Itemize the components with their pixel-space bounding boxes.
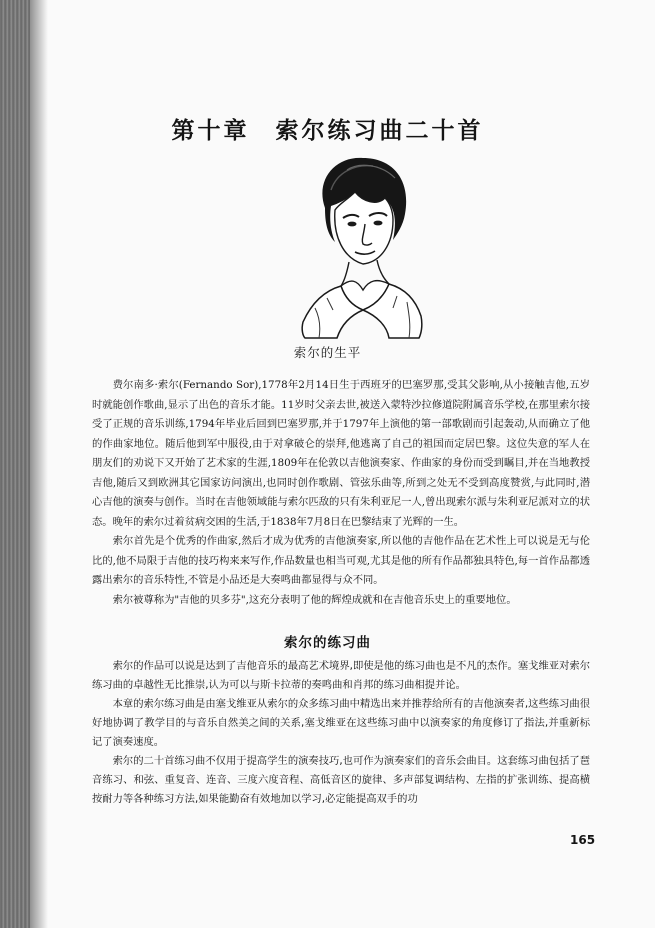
biography-paragraph: 费尔南多·索尔(Fernando Sor),1778年2月14日生于西班牙的巴塞罗那,受其父影响,从小接触吉他,五岁时就能创作歌曲,显示了出色的音乐才能。11岁时父亲去世,被送入蒙特沙拉修道院附属音乐学校,在那里索尔接受了正规的音乐训练,1794年毕业后回到巴塞罗那,并于1797年上演他的第一部歌剧而引起轰动,从而确立了他的作曲家地位。随后他到军中服役,由于对拿破仑的崇拜,他逃离了自己的祖国而定居巴黎。这位失意的军人在朋友们的劝说下又开始了艺术家的生涯,1809年在伦敦以吉他演奏家、作曲家的身份而受到瞩目,并在当地教授吉他,随后又到欧洲其它国家访问演出,也同时创作歌剧、管弦乐曲等,所到之处无不受到高度赞赏,与此同时,潜心吉他的演奏与创作。当时在吉他领域能与索尔匹敌的只有朱利亚尼一人,曾出现索尔派与朱利亚尼派对立的状态。晚年的索尔过着贫病交困的生活,于1838年7月8日在巴黎结束了光辉的一生。 (92, 379, 590, 528)
page-number: 165 (570, 833, 596, 847)
portrait-caption: 索尔的生平 (293, 345, 362, 360)
portrait-illustration (297, 150, 427, 340)
etudes-paragraph: 索尔的作品可以说是达到了吉他音乐的最高艺术境界,即使是他的练习曲也是不凡的杰作。塞戈维亚对索尔练习曲的卓越性无比推崇,认为可以与斯卡拉蒂的奏鸣曲和肖邦的练习曲相提并论。 (92, 660, 590, 691)
biography-text (92, 376, 590, 610)
etudes-text (92, 657, 590, 809)
biography-paragraph: 索尔被尊称为"吉他的贝多芬",这充分表明了他的辉煌成就和在吉他音乐史上的重要地位。 (112, 593, 517, 606)
section-heading: 索尔的练习曲 (284, 635, 371, 651)
etudes-paragraph: 本章的索尔练习曲是由塞戈维亚从索尔的众多练习曲中精选出来并推荐给所有的吉他演奏者,这些练习曲很好地协调了教学目的与音乐自然美之间的关系,塞戈维亚在这些练习曲中以演奏家的角度修订了指法,并重新标记了演奏速度。 (92, 698, 590, 748)
chapter-heading (0, 112, 655, 145)
chapter-title: 索尔练习曲二十首 (275, 117, 484, 144)
etudes-paragraph: 索尔的二十首练习曲不仅用于提高学生的演奏技巧,也可作为演奏家们的音乐会曲目。这套练习曲包括了琶音练习、和弦、重复音、连音、三度六度音程、高低音区的旋律、多声部复调结构、左指的扩张训练、提高横按耐力等各种练习方法,如果能勤奋有效地加以学习,必定能提高双手的功 (92, 755, 590, 805)
biography-paragraph: 索尔首先是个优秀的作曲家,然后才成为优秀的吉他演奏家,所以他的吉他作品在艺术性上可以说是无与伦比的,他不局限于吉他的技巧构来来写作,作品数量也相当可观,尤其是他的所有作品都独具特色,每一首作品都透露出索尔的音乐特性,不管是小品还是大奏鸣曲都显得与众不同。 (92, 535, 590, 586)
chapter-number: 第十章 (171, 117, 250, 144)
